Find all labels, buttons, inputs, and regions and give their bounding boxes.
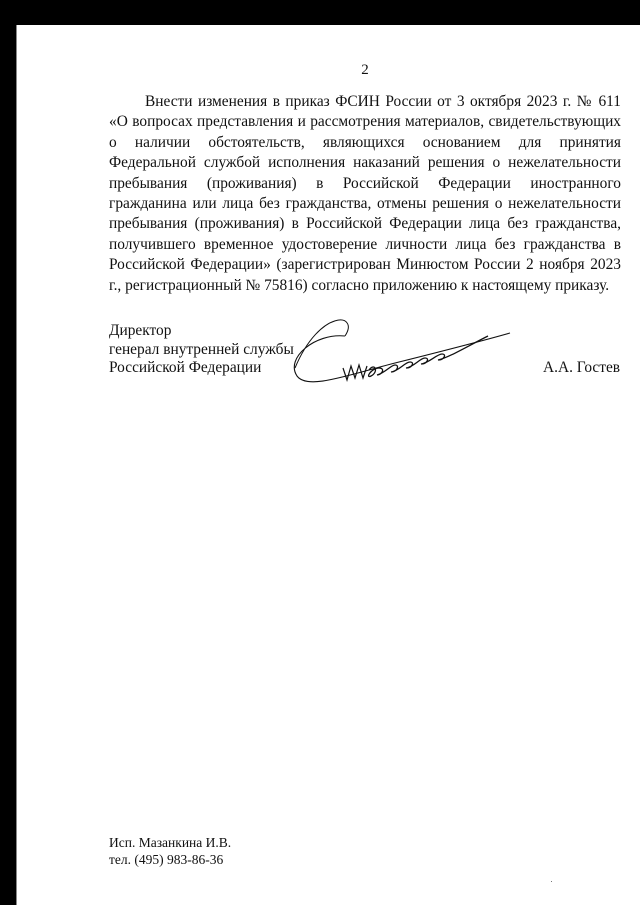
order-body-paragraph: Внести изменения в приказ ФСИН России от 3 октября 2023 г. № 611 «О вопросах представления и рассмотрения материалов, свидетельствующих о наличии обстоятельств, являющихся основанием для принятия Федеральной службой исполнения наказаний решения о нежелательности пребывания (проживания) в Российской Федерации иностранного гражданина или лица без гражданства, отмены решения о нежелательности пребывания (проживания) в Российской Федерации лица без гражданства, получившего временное удостоверение личности лица без гражданства в Российской Федерации» (зарегистрирован Минюстом России 2 ноября 2023 г., регистрационный № 75816) согласно приложению к настоящему приказу. (109, 93, 621, 294)
scan-border-left (0, 0, 16, 905)
position-title: Директор (109, 322, 172, 339)
scan-speck (551, 881, 552, 882)
executor-name: Исп. Мазанкина И.В. (109, 835, 232, 850)
position-rank: генерал внутренней службы (109, 340, 294, 358)
executor-phone: тел. (495) 983-86-36 (109, 852, 224, 867)
scan-border-top (0, 0, 640, 25)
executor-info (109, 834, 231, 868)
signer-name: А.А. Гостев (543, 359, 621, 376)
page-edge-line (16, 25, 17, 905)
signature-icon (285, 308, 515, 393)
signatory-position (109, 322, 294, 378)
page-number: 2 (361, 62, 369, 78)
position-organization: Российской Федерации (109, 359, 262, 376)
